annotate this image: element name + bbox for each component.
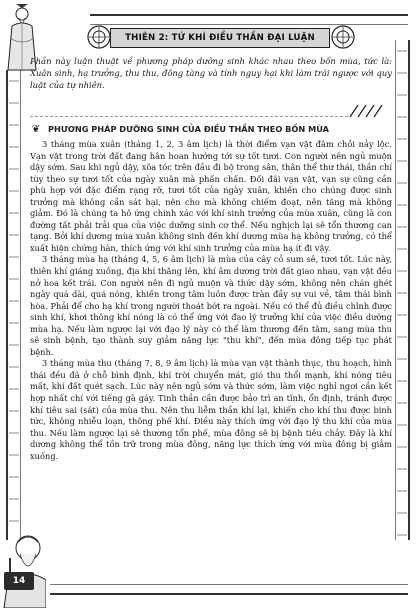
body-text [30, 139, 392, 462]
section-heading [30, 122, 392, 136]
chapter-title: THIÊN 2: TỨ KHÍ ĐIỀU THẦN ĐẠI LUẬN [125, 33, 315, 43]
left-border-ornament [6, 70, 21, 540]
lotus-icon: ❦ [31, 123, 41, 135]
section-title: PHƯƠNG PHÁP DƯỠNG SINH CỦA ĐIỀU THẦN THEO BỐN MÙA [48, 124, 329, 134]
old-sage-illustration [0, 518, 46, 608]
top-border-rule [90, 14, 408, 25]
paragraph-spring: 3 tháng mùa xuân (tháng 1, 2, 3 âm lịch) là thời điểm vạn vật đâm chồi nảy lộc. Vạn vật trong trời đất đang hân hoan hướng tới sự tốt tươi. Con người nên ngủ muộn dậy sớm. Sau khi ngủ dậy, xõa tóc trên đầu đi bộ trong sân, thân thể thư thái, thần chí tùy theo sự tươi tốt của ngày xuân mà phấn chấn. Đối đãi vạn vật, vạn sự cũng cần phù hợp với đặc điểm rạng rỡ, tươi tốt của ngày xuân, khiến cho chúng được sinh trưởng mà không cần sát hại, nên cho mà không chiếm đoạt, nên tăng mà không giảm. Đó là chúng ta hô ứng chính xác với khí sinh trưởng của mùa xuân, cũng là con đường tất phải trải qua của việc dưỡng sinh cơ thể. Nếu nghịch lại sẽ tổn thương can tạng. Bởi khí dương mùa xuân không sinh đến khí dương mùa hạ không trưởng, có thể xuất hiện chứng hàn, thích ứng với khí sinh trưởng của mùa hạ ít đi vậy. [30, 139, 392, 253]
medallion-ornament-right-icon [330, 24, 356, 50]
page-number: 14 [12, 576, 26, 586]
slash-marks-icon [344, 104, 392, 118]
page-number-badge [4, 572, 34, 590]
chapter-intro: Phần này luận thuật về phương pháp dưỡng sinh khác nhau theo bốn mùa, tức là: Xuân sinh, hạ trưởng, thu thu, đông tàng và tính nguy hại khi làm trái ngược với quy luật của tự nhiên. [30, 56, 392, 91]
bottom-border-rule [50, 584, 408, 595]
intro-divider [30, 116, 348, 117]
chapter-title-banner [110, 28, 330, 48]
right-border-ornament [395, 40, 410, 540]
paragraph-summer: 3 tháng mùa hạ (tháng 4, 5, 6 âm lịch) là mùa của cây cỏ sum sê, tươi tốt. Lúc này, thiên khí giáng xuống, địa khí thăng lên, khí âm dương trời đất giao nhau, vạn vật đều nở hoa kết trái. Con người nên đi ngủ muộn và thức dậy sớm, không nên chán ghét ngày quá dài, quá nóng, khiến trong tâm luôn được tràn đầy sự vui vẻ, tâm thái bình hòa. Phải để cho hạ khí trong người thoát bớt ra ngoài. Nếu có thể đủ điều chỉnh được sinh khí, khơi thông khí nóng là có thể ứng với đạo lý trưởng khí của việc điều dưỡng mùa hạ. Nếu làm ngược lại với đạo lý này có thể làm thương đến tâm, sang mùa thu sẽ sinh bệnh, tạo thành suy giảm năng lực "thu khí", đến mùa đông tiếp tục phát bệnh. [30, 254, 392, 357]
medallion-ornament-left-icon [86, 24, 112, 50]
paragraph-autumn: 3 tháng mùa thu (tháng 7, 8, 9 âm lịch) là mùa vạn vật thành thục, thu hoạch, hình thái đều đã ở chỗ bình định, khí trời chuyển mát, gió thu thổi mạnh, khí nóng tiêu mất, khí đất quét sạch. Lúc này nên ngủ sớm và thức sớm, làm việc nghỉ ngơi cần kết hợp nhất chí với tiếng gà gáy. Tinh thần cần được bảo trì an tĩnh, ổn định, tránh được khí tiêu sai (sát) của mùa thu. Nên thu liễm thần khí lại, khiến cho khí thu được bình tức, không nhiễu loạn, thông phế khí. Điều này thích ứng với đạo lý thu khí của mùa thu. Nếu làm ngược lại sẽ thương tổn phế, mùa đông sẽ bị bệnh tiêu chảy. Đây là khí dương không thể tồn trữ trong mùa đông, năng lực thích ứng với mùa đông bị giảm xuống. [30, 358, 392, 461]
